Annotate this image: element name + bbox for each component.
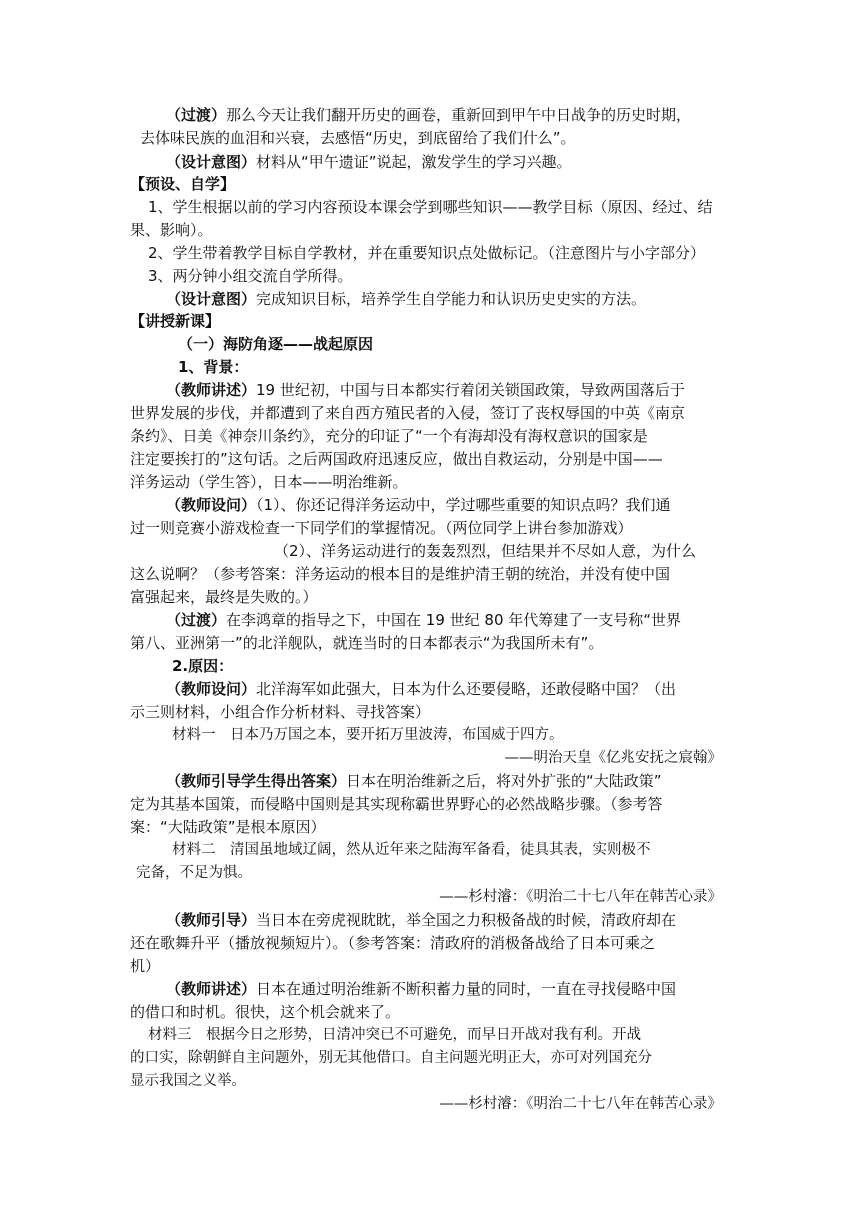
material-3-line3: 显示我国之义举。: [130, 1073, 246, 1089]
section-heading-1: （一）海防角逐——战起原因: [178, 335, 374, 353]
text-line: 日本在通过明治维新不断积蓄力量的同时，一直在寻找侵略中国: [256, 980, 677, 998]
teacher-question-1-line1: [166, 494, 671, 516]
text-design-intent: 材料从“甲午遗证”说起，激发学生的学习兴趣。: [256, 153, 572, 171]
teacher-narration-1-line4: 注定要挨打的”这句话。之后两国政府迅速反应，做出自救运动，分别是中国——: [130, 450, 663, 468]
text-line: 19 世纪初，中国与日本都实行着闭关锁国政策，导致两国落后于: [256, 381, 685, 399]
teacher-guide-answer-line3: 案：“大陆政策”是根本原因）: [130, 818, 326, 836]
teacher-question-1-line5: 富强起来，最终是失败的。）: [130, 588, 318, 606]
material-3-line1: 材料三 根据今日之形势，日清冲突已不可避免，而早日开战对我有利。开战: [148, 1027, 641, 1043]
heading-new-lesson: 【讲授新课】: [130, 312, 221, 330]
teacher-guide-line1: [166, 909, 676, 931]
teacher-narration-1-line1: [166, 379, 685, 401]
teacher-narration-1-line3: 条约》、日美《神奈川条约》，充分的印证了“一个有海却没有海权意识的国家是: [130, 427, 648, 445]
label-transition: （过渡）: [166, 611, 227, 629]
paragraph-transition-line2: 去体味民族的血泪和兴衰，去感悟“历史，到底留给了我们什么”。: [140, 129, 576, 147]
material-3-line2: 的口实，除朝鲜自主问题外，别无其他借口。自主问题光明正大，亦可对列国充分: [130, 1050, 652, 1066]
teacher-guide-line2: 还在歌舞升平（播放视频短片）。（参考答案：清政府的消极备战给了日本可乘之: [130, 934, 656, 952]
label-teacher-narration: （教师讲述）: [166, 381, 257, 399]
paragraph-design-intent-2: [166, 288, 646, 310]
material-2-line1: 材料二 清国虽地域辽阔，然从近年来之陆海军备看，徒具其表，实则极不: [172, 842, 651, 858]
text-line: 北洋海军如此强大，日本为什么还要侵略，还敢侵略中国？（出: [256, 680, 677, 698]
step3: 3、两分钟小组交流自学所得。: [148, 267, 353, 285]
text-line: （1）、你还记得洋务运动中，学过哪些重要的知识点吗？我们通: [256, 496, 671, 514]
text-line: 当日本在旁虎视眈眈，举全国之力积极备战的时候，清政府却在: [256, 911, 677, 929]
label-teacher-question: （教师设问）: [166, 680, 257, 698]
teacher-guide-answer-line2: 定为其基本国策，而侵略中国则是其实现称霸世界野心的必然战略步骤。（参考答: [130, 795, 663, 813]
step2: 2、学生带着教学目标自学教材，并在重要知识点处做标记。（注意图片与小字部分）: [148, 244, 706, 262]
material-3-source: ——杉村濬：《明治二十七八年在韩苦心录》: [439, 1096, 722, 1112]
step1-line1: 1、学生根据以前的学习内容预设本课会学到哪些知识——教学目标（原因、经过、结: [148, 198, 713, 216]
label-teacher-guide-answer: （教师引导学生得出答案）: [166, 772, 347, 790]
label-teacher-narration: （教师讲述）: [166, 980, 257, 998]
label-teacher-guide: （教师引导）: [166, 911, 257, 929]
heading-preview-selfstudy: 【预设、自学】: [130, 175, 236, 193]
label-teacher-question: （教师设问）: [166, 496, 257, 514]
teacher-guide-line3: 机）: [130, 957, 161, 975]
text-transition-line1: 那么今天让我们翻开历史的画卷，重新回到甲午中日战争的历史时期，: [226, 106, 692, 124]
teacher-question-1-line3: （2）、洋务运动进行的轰轰烈烈，但结果并不尽如人意，为什么: [274, 542, 697, 560]
label-design-intent: （设计意图）: [166, 153, 257, 171]
paragraph-design-intent-1: [166, 151, 572, 173]
material-1: 材料一 日本乃万国之本，要开拓万里波涛，布国威于四方。: [172, 727, 564, 743]
text-line: 在李鸿章的指导之下，中国在 19 世纪 80 年代筹建了一支号称“世界: [226, 611, 682, 629]
teacher-question-1-line2: 过一则竞赛小游戏检查一下同学们的掌握情况。（两位同学上讲台参加游戏）: [130, 519, 633, 537]
paragraph-transition-line1: [166, 104, 691, 126]
transition-2-line2: 第八、亚洲第一”的北洋舰队，就连当时的日本都表示“为我国所未有”。: [130, 634, 604, 652]
subheading-background: 1、背景：: [178, 358, 249, 376]
teacher-narration-1-line2: 世界发展的步伐，并都遭到了来自西方殖民者的入侵，签订了丧权辱国的中英《南京: [130, 404, 686, 422]
teacher-question-2-line1: [166, 678, 676, 700]
teacher-guide-answer-line1: [166, 770, 662, 792]
teacher-question-1-line4: 这么说啊？（参考答案：洋务运动的根本目的是维护清王朝的统治，并没有使中国: [130, 565, 671, 583]
teacher-narration-2-line2: 的借口和时机。很快，这个机会就来了。: [130, 1003, 401, 1021]
teacher-narration-1-line5: 洋务运动（学生答），日本——明治维新。: [130, 473, 408, 491]
material-2-line2: 完备，不足为惧。: [136, 865, 252, 881]
material-1-source: ——明治天皇《亿兆安抚之宸翰》: [504, 750, 722, 766]
label-design-intent: （设计意图）: [166, 290, 257, 308]
transition-2-line1: [166, 609, 681, 631]
teacher-narration-2-line1: [166, 978, 676, 1000]
material-2-source: ——杉村濬：《明治二十七八年在韩苦心录》: [439, 889, 722, 905]
label-transition: （过渡）: [166, 106, 227, 124]
text-design-intent: 完成知识目标，培养学生自学能力和认识历史史实的方法。: [256, 290, 647, 308]
teacher-question-2-line2: 示三则材料，小组合作分析材料、寻找答案）: [130, 703, 431, 721]
subheading-cause: 2.原因：: [172, 657, 234, 675]
step1-line2: 果、影响）。: [130, 221, 213, 239]
text-line: 日本在明治维新之后，将对外扩张的“大陆政策”: [346, 772, 662, 790]
